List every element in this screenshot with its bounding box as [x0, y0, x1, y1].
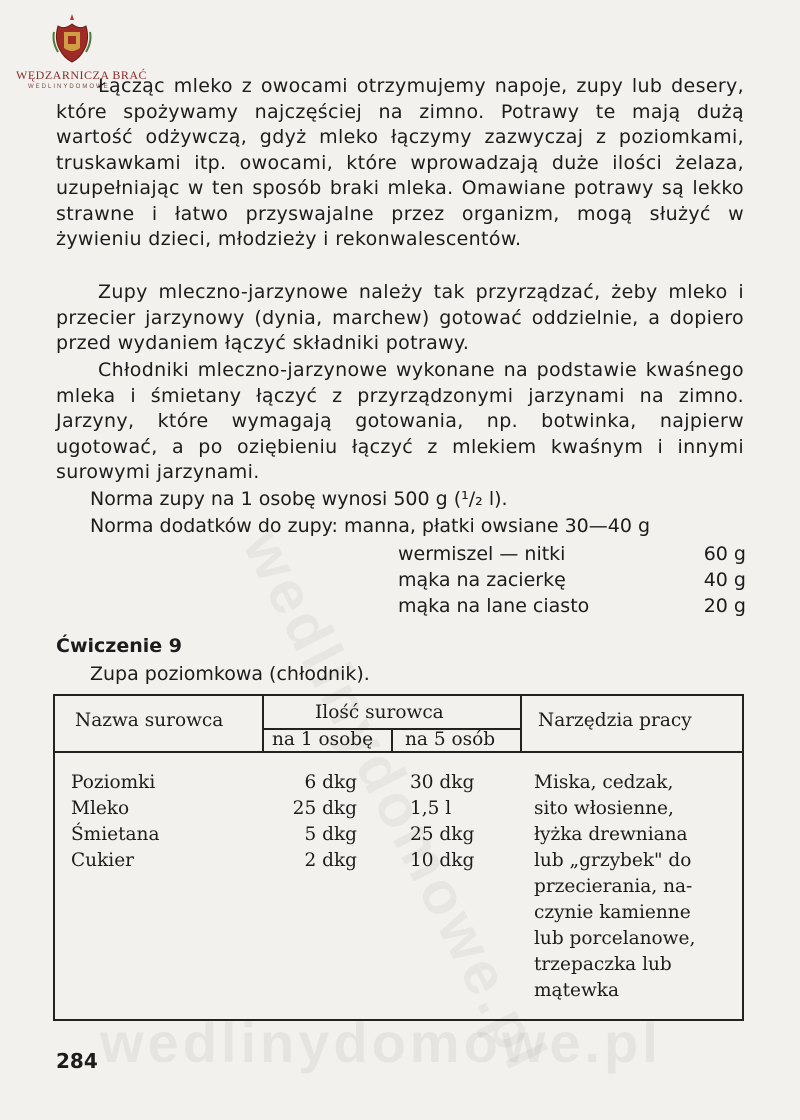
exercise-title: Ćwiczenie 9 [56, 635, 182, 657]
norm-item-name: mąka na lane ciasto [398, 595, 590, 617]
table-col-divider [262, 694, 264, 753]
norm-item [398, 594, 746, 620]
norm-item [398, 568, 746, 594]
paragraph-soups: Zupy mleczno-jarzynowe należy tak przyrządzać, żeby mleko i przecier jarzynowy (dynia, marchew) gotować oddzielnie, a dopiero przed wydaniem łączyć składniki potrawy. [56, 281, 744, 354]
norm-item-amount: 20 g [703, 595, 746, 617]
header-name: Nazwa surowca [75, 710, 224, 731]
tools-line: Miska, cedzak, [534, 772, 674, 793]
tools-line: trzepaczka lub [534, 954, 672, 975]
ingredient-name: Śmietana [71, 824, 160, 845]
header-tools: Narzędzia pracy [538, 710, 692, 731]
per1-column [271, 770, 357, 874]
header-per5: na 5 osób [405, 729, 496, 750]
norm-item-amount: 40 g [703, 569, 746, 591]
paragraph-intro: Łącząc mleko z owocami otrzymujemy napoje, zupy lub desery, które spożywamy najczęściej na zimno. Potrawy te mają dużą wartość odżywczą, gdyż mleko łączymy zazwyczaj z poziomkami, truskawkami itp. owocami, które wprowadzają duże ilości żelaza, uzupełniając w ten sposób braki mleka. Omawiane potrawy są lekko strawne i łatwo przyswajalne przez organizm, mogą służyć w żywieniu dzieci, młodzieży i rekonwalescentów. [56, 75, 744, 250]
tools-line: lub „grzybek" do [534, 850, 692, 871]
per1-amount: 25 dkg [292, 798, 357, 819]
per5-amount: 1,5 l [410, 798, 452, 819]
tools-line: mątewka [534, 980, 620, 1001]
tools-line: łyżka drewniana [534, 824, 688, 845]
tools-line: przecierania, na- [534, 876, 693, 897]
soup-norm: Norma zupy na 1 osobę wynosi 500 g (¹/₂ l). [90, 488, 508, 510]
additions-norm: Norma dodatków do zupy: manna, płatki owsiane 30—40 g [90, 515, 651, 537]
norm-item-amount: 60 g [703, 543, 746, 565]
per1-amount: 2 dkg [304, 850, 357, 871]
crest-icon [52, 12, 92, 66]
per5-amount: 30 dkg [410, 772, 475, 793]
table-border-right [742, 694, 744, 1021]
table-border-top [53, 694, 744, 696]
ingredient-name: Cukier [71, 850, 134, 871]
per5-amount: 10 dkg [410, 850, 475, 871]
tools-line: czynie kamienne [534, 902, 691, 923]
tools-line: sito włosienne, [534, 798, 674, 819]
header-quantity: Ilość surowca [315, 702, 444, 723]
ingredient-column [71, 770, 160, 874]
logo-subtitle: WEDLINYDOMOWE [28, 84, 110, 90]
norm-item-name: mąka na zacierkę [398, 569, 566, 591]
header-per1: na 1 osobę [272, 729, 374, 750]
per1-amount: 5 dkg [304, 824, 357, 845]
paragraph-chlodniki: Chłodniki mleczno-jarzynowe wykonane na podstawie kwaśnego mleka i śmietany łączyć z przyrządzonymi jarzynami na zimno. Jarzyny, które wymagają gotowania, np. botwinka, najpierw ugotować, a po oziębieniu łączyć z mlekiem kwaśnym i innymi surowymi jarzynami. [56, 359, 744, 483]
exercise-subtitle: Zupa poziomkowa (chłodnik). [90, 663, 370, 685]
ingredient-name: Poziomki [71, 772, 156, 793]
tools-column [534, 770, 695, 1004]
tools-line: lub porcelanowe, [534, 928, 696, 949]
norm-item-name: wermiszel — nitki [398, 543, 566, 565]
page-number: 284 [56, 1049, 98, 1073]
logo-name: WĘDZARNICZA BRAĆ [16, 68, 147, 82]
per5-amount: 25 dkg [410, 824, 475, 845]
watermark-footer: wedlinydomowe.pl [100, 1011, 662, 1074]
norm-item [398, 542, 746, 568]
per1-amount: 6 dkg [304, 772, 357, 793]
table-border-left [53, 694, 55, 1021]
ingredient-name: Mleko [71, 798, 130, 819]
table-col-divider [520, 694, 522, 753]
